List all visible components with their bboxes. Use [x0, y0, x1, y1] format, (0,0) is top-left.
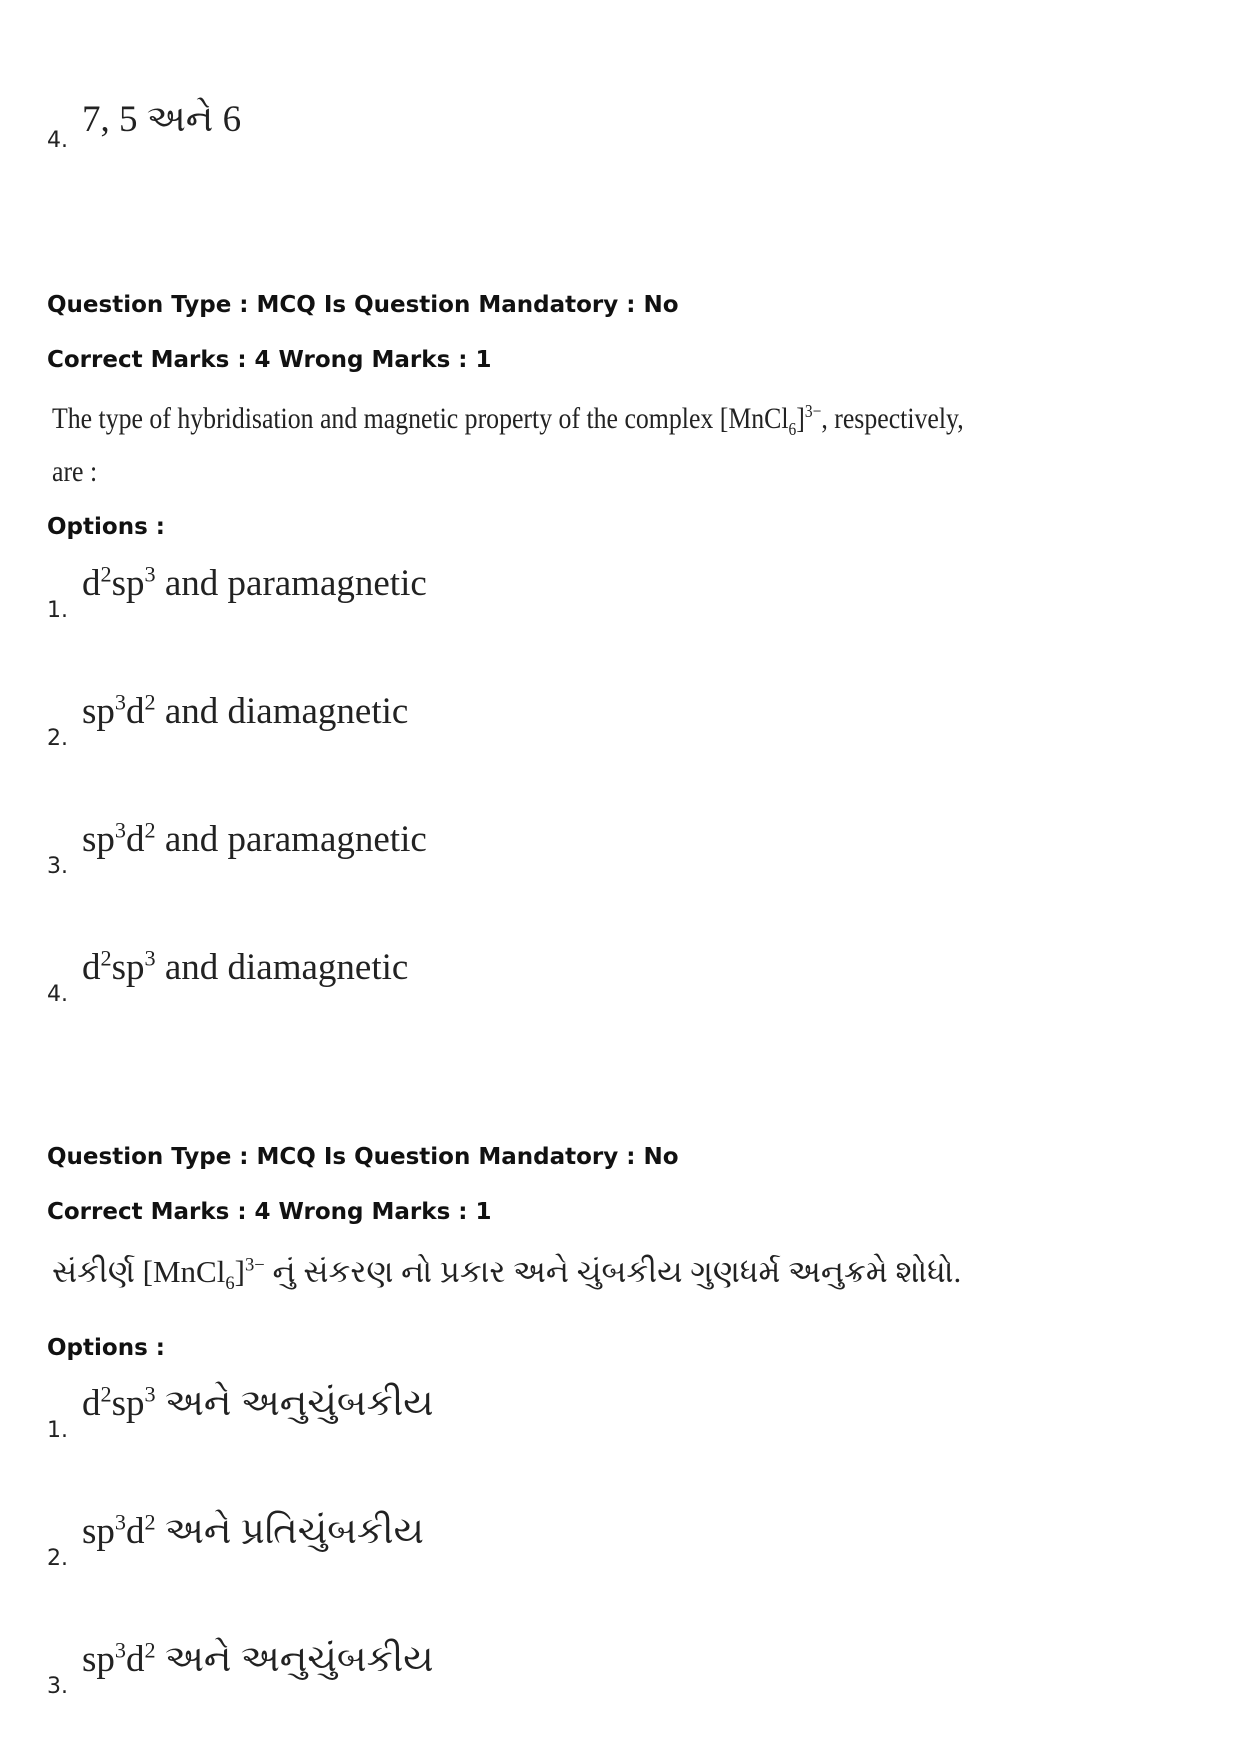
option-1: $d^2sp^3$ અને અનુચુંબકીય [82, 1381, 434, 1424]
stem-text: સંકીર્ણ [MnCl [52, 1254, 226, 1289]
option-2: $sp^3d^2$ and diamagnetic [82, 689, 409, 732]
option-3: $sp^3d^2$ અને અનુચુંબકીય [82, 1637, 434, 1680]
stem-text: નું સંકરણ નો પ્રકાર અને ચુંબકીય ગુણધર્મ અનુક્રમે શોધો. [264, 1254, 962, 1289]
question-stem [52, 401, 964, 439]
question-stem [52, 1254, 962, 1295]
option-number: 4. [47, 128, 68, 153]
options-label: Options : [47, 1335, 165, 1361]
stem-superscript: 3− [804, 401, 822, 421]
question-stem-line2: are : [52, 455, 98, 488]
options-label: Options : [47, 514, 165, 540]
stem-text: , respectively, [821, 402, 964, 435]
stem-subscript: 6 [225, 1273, 235, 1295]
option-1: $d^2sp^3$ and paramagnetic [82, 561, 427, 604]
option-number: 1. [47, 598, 68, 623]
option-number: 3. [47, 854, 68, 879]
option-number: 2. [47, 726, 68, 751]
option-text: 7, 5 અને 6 [82, 99, 242, 140]
marks-line: Correct Marks : 4 Wrong Marks : 1 [47, 1199, 492, 1225]
stem-subscript: 6 [788, 419, 797, 439]
marks-line: Correct Marks : 4 Wrong Marks : 1 [47, 347, 492, 373]
option-2: $sp^3d^2$ અને પ્રતિચુંબકીય [82, 1509, 424, 1552]
option-number: 4. [47, 982, 68, 1007]
stem-text: The type of hybridisation and magnetic property of the complex [MnCl [52, 402, 789, 435]
option-3: $sp^3d^2$ and paramagnetic [82, 817, 427, 860]
option-number: 1. [47, 1418, 68, 1443]
stem-text: ] [796, 402, 805, 435]
stem-superscript: 3− [244, 1254, 265, 1276]
question-type-line: Question Type : MCQ Is Question Mandatory : No [47, 292, 679, 318]
option-number: 2. [47, 1546, 68, 1571]
option-number: 3. [47, 1674, 68, 1699]
stem-text: ] [234, 1254, 245, 1289]
question-type-line: Question Type : MCQ Is Question Mandatory : No [47, 1144, 679, 1170]
option-4: $d^2sp^3$ and diamagnetic [82, 945, 409, 988]
